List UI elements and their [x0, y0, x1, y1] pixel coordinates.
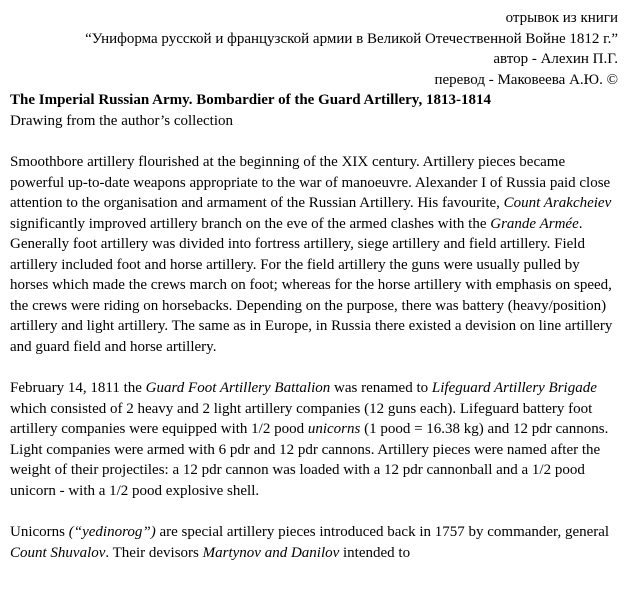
text-run: Unicorns [10, 524, 69, 540]
source-note [10, 8, 618, 90]
text-run: Martynov and Danilov [202, 544, 340, 561]
paragraph-2 [10, 378, 618, 501]
source-note-line-1: отрывок из книги [505, 10, 618, 26]
text-run: Guard Foot Artillery Battalion [145, 380, 331, 396]
document-title: The Imperial Russian Army. Bombardier of the Guard Artillery, 1813-1814 [10, 92, 491, 108]
text-run: which consisted of 2 heavy and 2 light artillery companies (12 guns each). Lifeguard battery foot artillery companies were equipped with 1/2 pood [10, 400, 593, 437]
text-run: was renamed to [330, 380, 432, 396]
source-note-line-3: автор - Алехин П.Г. [493, 51, 618, 67]
text-run: . Generally foot artillery was divided into fortress artillery, siege artillery and field artillery. Field artillery included foot and horse artillery. For the field artillery the guns were usually pulled by horses which made the crews march on foot; whereas for the horse artillery with emphasis on speed, the crews were riding on horsebacks. Depending on the purpose, there was battery (heavy/position) artillery and light artillery. The same as in Europe, in Russia there existed a devision on line artillery and guard field and horse artillery. [10, 215, 613, 355]
text-run: unicorns [307, 421, 361, 437]
source-note-line-2: “Униформа русской и французской армии в Великой Отечественной Войне 1812 г.” [85, 30, 618, 47]
text-run: intended to [339, 544, 411, 561]
text-run: (1 pood = 16.38 kg) and 12 pdr cannons. Light companies were armed with 6 pdr and 12 pdr cannons. Artillery pieces were named after the weight of their projectiles: a 12 pdr cannon was loaded with a 12 pdr cannonball and a 1/2 pood unicorn - with a 1/2 pood explosive shell. [10, 421, 609, 499]
text-run: (“yedinorog”) [68, 524, 156, 540]
text-run: February 14, 1811 the [10, 380, 146, 396]
text-run: . Their devisors [105, 544, 203, 561]
text-run: Smoothbore artillery flourished at the beginning of the XIX century. Artillery pieces became powerful up-to-date weapons appropriate to the war of manoeuvre. Alexander I of Russia paid close attention to the organisation and armament of the Russian Artillery. His favourite, [10, 154, 611, 211]
text-run: Grande Armée [490, 215, 579, 232]
text-run: Count Arakcheiev [503, 195, 612, 211]
paragraph-1 [10, 152, 618, 357]
text-run: Lifeguard Artillery Brigade [431, 380, 597, 396]
document-subtitle: Drawing from the author’s collection [10, 112, 233, 129]
text-run: Count Shuvalov [10, 544, 106, 561]
source-note-line-4: перевод - Маковеева А.Ю. © [434, 71, 618, 88]
paragraph-3 [10, 522, 618, 563]
text-run: significantly improved artillery branch on the eve of the armed clashes with the [10, 215, 491, 232]
text-run: are special artillery pieces introduced back in 1757 by commander, general [155, 524, 610, 540]
